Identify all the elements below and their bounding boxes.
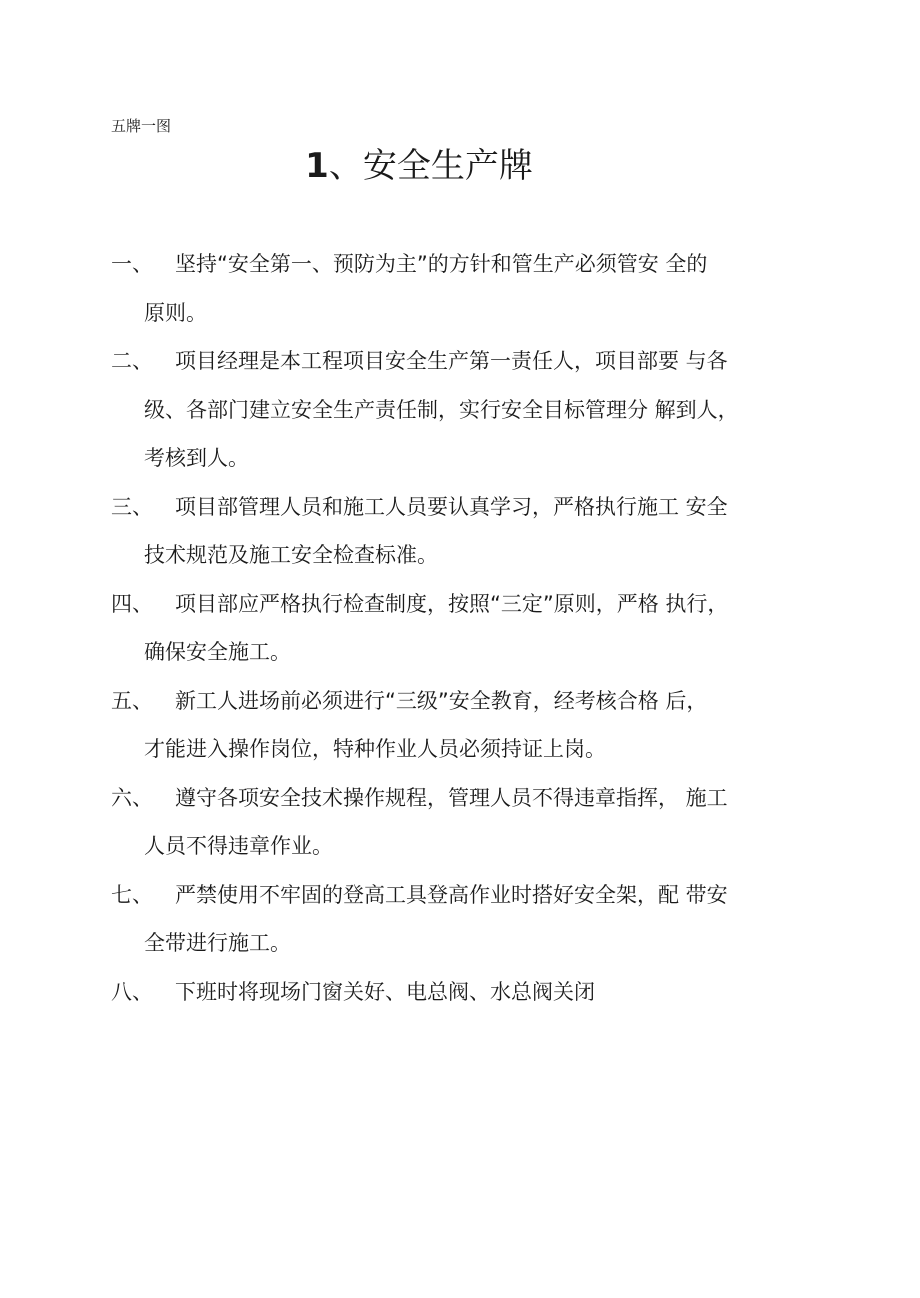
rule-marker: 四、 bbox=[111, 591, 153, 616]
title-text: 、安全生产牌 bbox=[328, 146, 533, 186]
rule-marker: 三、 bbox=[111, 494, 153, 519]
rule-marker: 二、 bbox=[111, 349, 153, 373]
rule-marker: 七、 bbox=[111, 882, 153, 907]
rule-line: 遵守各项安全技术操作规程，管理人员不得违章指挥， 施工 bbox=[175, 785, 728, 810]
list-item bbox=[111, 677, 731, 774]
rule-line: 全带进行施工。 bbox=[144, 931, 291, 955]
list-item bbox=[111, 240, 731, 337]
rule-line: 项目经理是本工程项目安全生产第一责任人，项目部要 与各 bbox=[175, 349, 728, 373]
title-number: 1 bbox=[305, 146, 329, 186]
list-item bbox=[111, 337, 739, 483]
rule-line: 原则。 bbox=[144, 300, 207, 325]
rule-line: 人员不得违章作业。 bbox=[144, 834, 333, 858]
rule-line: 考核到人。 bbox=[144, 446, 249, 470]
document-header-label: 五牌一图 bbox=[111, 117, 172, 135]
rule-line: 新工人进场前必须进行“三级”安全教育，经考核合格 后， bbox=[175, 688, 708, 713]
list-item bbox=[111, 968, 731, 1017]
rule-line: 项目部应严格执行检查制度，按照“三定”原则，严格 执行， bbox=[175, 591, 729, 616]
rule-line: 才能进入操作岗位，特种作业人员必须持证上岗。 bbox=[144, 737, 606, 761]
rule-line: 项目部管理人员和施工人员要认真学习，严格执行施工 安全 bbox=[175, 494, 728, 519]
list-item bbox=[111, 774, 731, 871]
rule-line: 级、各部门建立安全生产责任制，实行安全目标管理分 解到人， bbox=[144, 397, 739, 422]
list-item bbox=[111, 871, 731, 968]
list-item bbox=[111, 580, 731, 677]
rule-marker: 一、 bbox=[111, 252, 153, 276]
rule-line: 确保安全施工。 bbox=[144, 640, 291, 664]
rule-marker: 六、 bbox=[111, 785, 153, 810]
rule-line: 下班时将现场门窗关好、电总阀、水总阀关闭 bbox=[175, 979, 595, 1004]
list-item bbox=[111, 483, 731, 580]
page-title bbox=[0, 142, 838, 190]
rules-list bbox=[111, 240, 739, 1016]
rule-line: 坚持“安全第一、预防为主”的方针和管生产必须管安 全的 bbox=[175, 252, 708, 276]
rule-marker: 五、 bbox=[111, 688, 153, 713]
rule-line: 严禁使用不牢固的登高工具登高作业时搭好安全架，配 带安 bbox=[175, 882, 728, 907]
rule-line: 技术规范及施工安全检查标准。 bbox=[144, 543, 438, 567]
rule-marker: 八、 bbox=[111, 979, 153, 1004]
